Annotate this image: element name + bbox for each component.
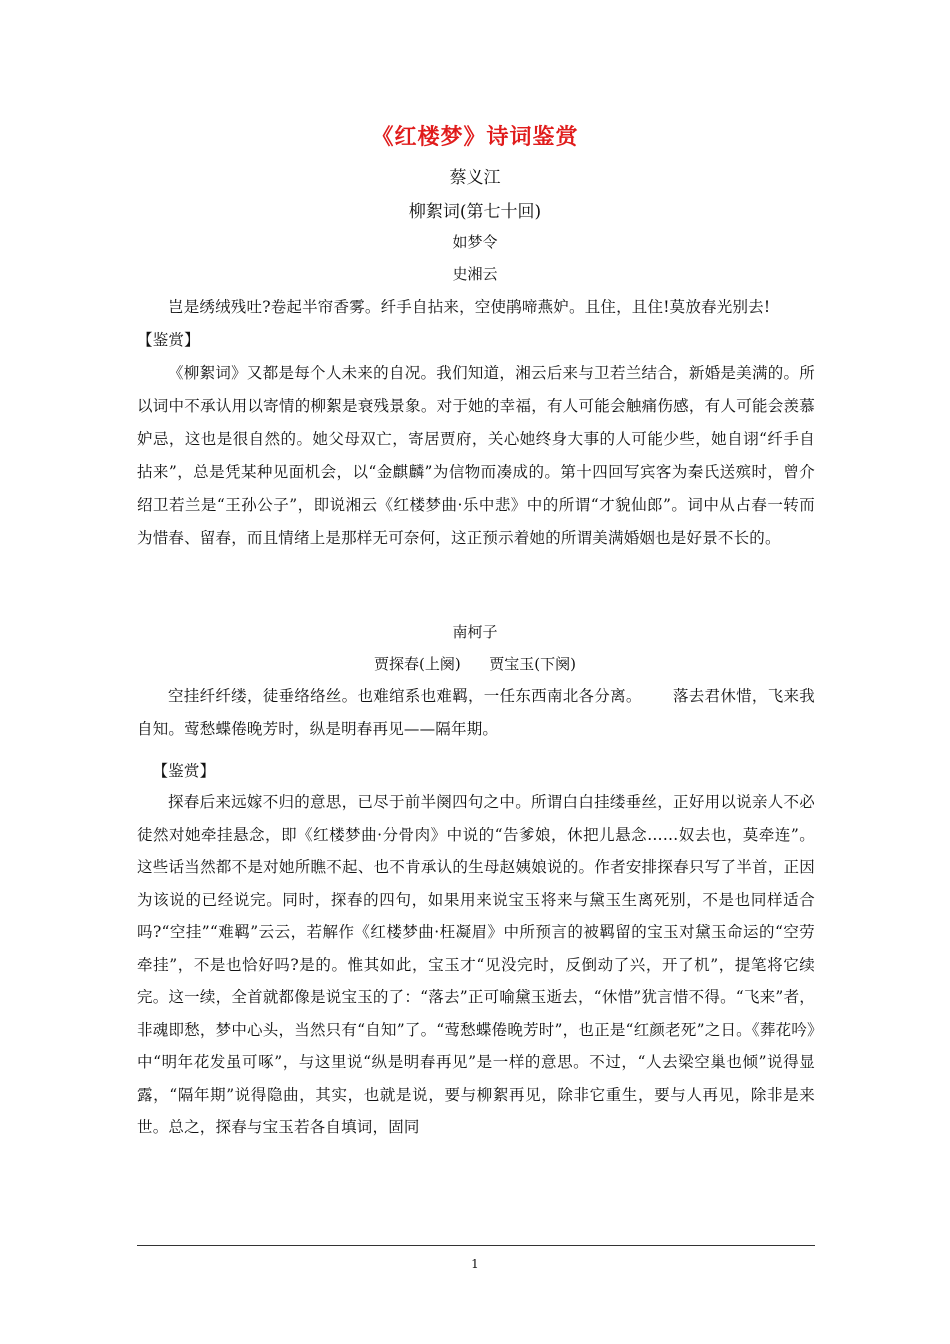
section1-appreciation-tag: 【鉴赏】	[137, 331, 200, 349]
section2-appreciation-tag: 【鉴赏】	[152, 762, 216, 780]
section1-tune: 如梦令	[452, 233, 498, 251]
section1-heading: 柳絮词(第七十回)	[408, 202, 542, 222]
section2-tune: 南柯子	[452, 623, 498, 641]
section1-appreciation: 《柳絮词》又都是每个人未来的自况。我们知道，湘云后来与卫若兰结合，新婚是美满的。所以词中不承认用以寄情的柳絮是衰残景象。对于她的幸福，有人可能会触痛伤感，有人可能会羡慕妒忌，这也是很自然的。她父母双亡，寄居贾府，关心她终身大事的人可能少些，她自诩“纤手自拈来”，总是凭某种见面机会，以“金麒麟”为信物而凑成的。第十四回写宾客为秦氏送殡时，曾介绍卫若兰是“王孙公子”，即说湘云《红楼梦曲·乐中悲》中的所谓“才貌仙郎”。词中从占春一转而为惜春、留春，而且情绪上是那样无可奈何，这正预示着她的所谓美满婚姻也是好景不长的。	[137, 364, 815, 547]
section2-poem: 空挂纤纤缕，徒垂络络丝。也难绾系也难羁，一任东西南北各分离。 落去君休惜，飞来我自知。莺愁蝶倦晚芳时，纵是明春再见——隔年期。	[137, 687, 815, 738]
author-name: 蔡义江	[449, 168, 501, 188]
page-number: 1	[471, 1257, 479, 1271]
footer-divider	[137, 1245, 815, 1246]
section2-appreciation: 探春后来远嫁不归的意思，已尽于前半阕四句之中。所谓白白挂缕垂丝，正好用以说亲人不必徒然对她牵挂悬念，即《红楼梦曲·分骨肉》中说的“告爹娘，休把儿悬念……奴去也，莫牵连”。这些话当然都不是对她所瞧不起、也不肯承认的生母赵姨娘说的。作者安排探春只写了半首，正因为该说的已经说完。同时，探春的四句，如果用来说宝玉将来与黛玉生离死别，不是也同样适合吗?“空挂”“难羁”云云，若解作《红楼梦曲·枉凝眉》中所预言的被羁留的宝玉对黛玉命运的“空劳牵挂”，不是也恰好吗?是的。惟其如此，宝玉才“见没完时，反倒动了兴，开了机”，提笔将它续完。这一续，全首就都像是说宝玉的了：“落去”正可喻黛玉逝去，“休惜”犹言惜不得。“飞来”者，非魂即愁，梦中心头，当然只有“自知”了。“莺愁蝶倦晚芳时”，也正是“红颜老死”之日。《葬花吟》中“明年花发虽可啄”，与这里说“纵是明春再见”是一样的意思。不过，“人去梁空巢也倾”说得显露，“隔年期”说得隐曲，其实，也就是说，要与柳絮再见，除非它重生，要与人再见，除非是来世。总之，探春与宝玉若各自填词，固同	[137, 793, 815, 1136]
document-title: 《红楼梦》诗词鉴赏	[371, 124, 579, 150]
section1-poem: 岂是绣绒残吐?卷起半帘香雾。纤手自拈来，空使鹃啼燕妒。且住，且住!莫放春光别去!	[168, 298, 771, 316]
section2-poets: 贾探春(上阕) 贾宝玉(下阕)	[373, 655, 577, 673]
section1-poet: 史湘云	[452, 265, 498, 283]
